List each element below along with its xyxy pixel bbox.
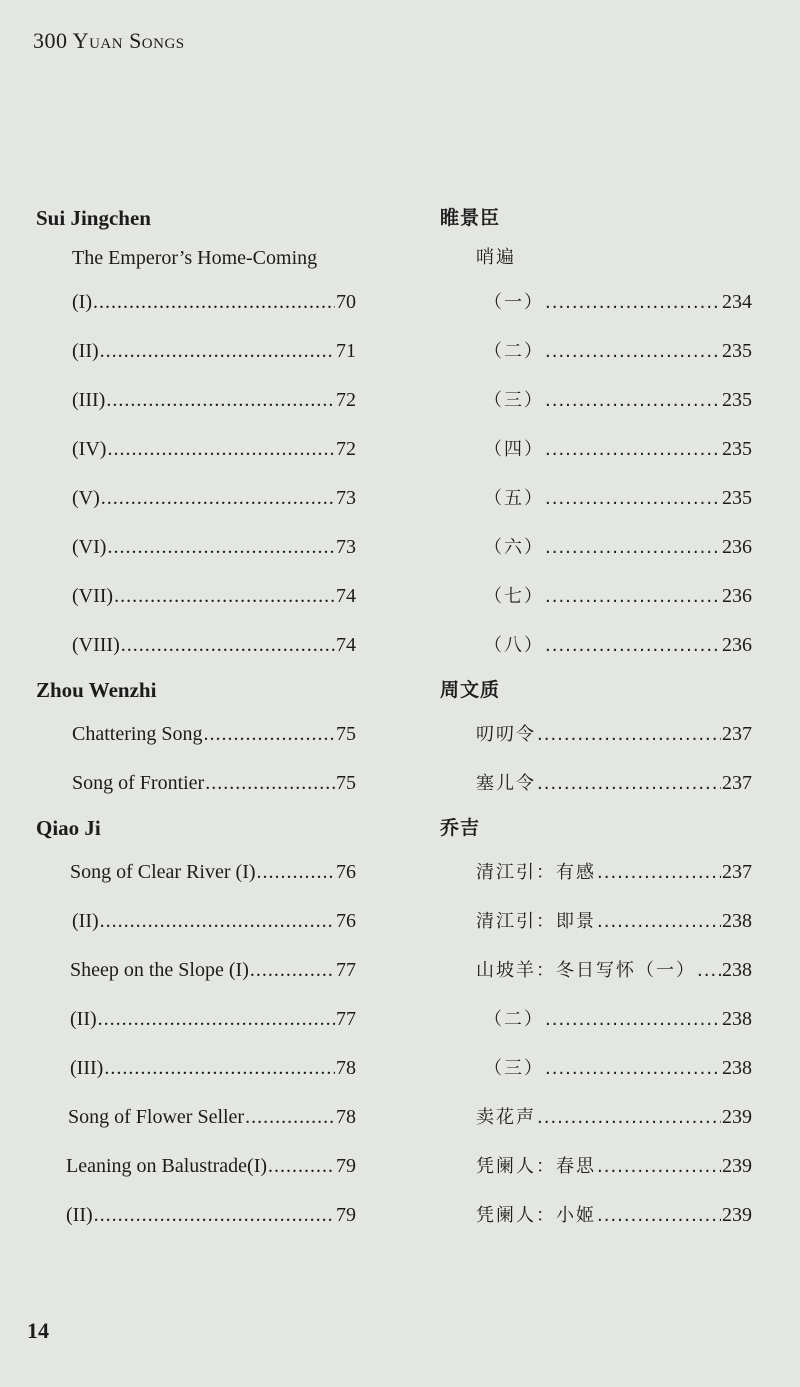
entry-label: (V) — [72, 487, 100, 509]
entry-page-number: 239 — [722, 1204, 752, 1226]
toc-entry — [36, 848, 356, 897]
dot-leader — [94, 1191, 335, 1240]
entry-label: Leaning on Balustrade(I) — [66, 1155, 268, 1177]
toc-entry — [36, 946, 356, 995]
dot-leader — [121, 621, 335, 670]
entry-page-number: 73 — [336, 487, 356, 509]
entry-page-number: 238 — [722, 959, 752, 981]
toc-entry — [440, 759, 752, 808]
dot-leader — [545, 474, 721, 523]
entry-page-number: 237 — [722, 861, 752, 883]
toc-entry — [440, 1044, 752, 1093]
entry-page-number: 72 — [336, 438, 356, 460]
entry-page-number: 239 — [722, 1155, 752, 1177]
entry-label: Chattering Song — [72, 723, 203, 745]
entry-page-number: 238 — [722, 1008, 752, 1030]
toc-entry — [36, 710, 356, 759]
entry-label: (VII) — [72, 585, 114, 607]
toc-entry — [440, 1142, 752, 1191]
entry-page-number: 74 — [336, 585, 356, 607]
entry-page-number: 235 — [722, 438, 752, 460]
entry-page-number: 239 — [722, 1106, 752, 1128]
toc-column-english — [36, 198, 356, 1240]
dot-leader — [537, 759, 721, 808]
toc-entry — [440, 376, 752, 425]
toc-entry — [440, 1191, 752, 1240]
toc-column-chinese — [440, 198, 752, 1240]
entry-page-number: 75 — [336, 772, 356, 794]
toc-entry — [440, 523, 752, 572]
dot-leader — [101, 474, 335, 523]
entry-label: 清江引：有感 — [476, 862, 596, 883]
toc-section — [440, 808, 752, 1240]
entry-label: 凭阑人：小姬 — [476, 1205, 596, 1226]
entry-label: （二） — [484, 341, 544, 362]
entry-page-number: 77 — [336, 959, 356, 981]
toc-section — [36, 670, 356, 808]
dot-leader — [597, 848, 721, 897]
entry-label: 叨叨令 — [476, 724, 536, 745]
dot-leader — [106, 376, 335, 425]
toc-section — [36, 808, 356, 1240]
toc-entry — [36, 474, 356, 523]
entry-page-number: 235 — [722, 340, 752, 362]
entry-page-number: 237 — [722, 723, 752, 745]
entry-label: (III) — [72, 389, 106, 411]
dot-leader — [98, 995, 335, 1044]
dot-leader — [100, 897, 335, 946]
entry-label: (II) — [70, 1008, 97, 1030]
dot-leader — [545, 523, 721, 572]
running-head: 300 Yuan Songs — [33, 28, 185, 53]
entry-label: （四） — [484, 439, 544, 460]
dot-leader — [545, 621, 721, 670]
dot-leader — [545, 1044, 721, 1093]
dot-leader — [93, 278, 335, 327]
entry-label: (III) — [70, 1057, 104, 1079]
toc-entry — [36, 897, 356, 946]
toc-entry — [440, 1093, 752, 1142]
entry-page-number: 75 — [336, 723, 356, 745]
entry-page-number: 79 — [336, 1204, 356, 1226]
toc-entry — [440, 278, 752, 327]
entry-page-number: 71 — [336, 340, 356, 362]
dot-leader — [245, 1093, 335, 1142]
entry-page-number: 76 — [336, 910, 356, 932]
entry-label: (VIII) — [72, 634, 120, 656]
toc-entry — [440, 327, 752, 376]
entry-label: (IV) — [72, 438, 107, 460]
dot-leader — [697, 946, 721, 995]
author-name: 乔吉 — [440, 817, 481, 839]
entry-label: Sheep on the Slope (I) — [70, 959, 249, 981]
entry-label: (II) — [66, 1204, 93, 1226]
entry-label: （三） — [484, 390, 544, 411]
toc-entry — [36, 425, 356, 474]
toc-entry — [440, 474, 752, 523]
dot-leader — [545, 278, 721, 327]
entry-page-number: 73 — [336, 536, 356, 558]
entry-page-number: 234 — [722, 291, 752, 313]
toc-entry — [440, 848, 752, 897]
toc-entry — [36, 995, 356, 1044]
entry-page-number: 78 — [336, 1057, 356, 1079]
entry-page-number: 236 — [722, 585, 752, 607]
dot-leader — [257, 848, 335, 897]
toc-entry — [36, 278, 356, 327]
dot-leader — [545, 327, 721, 376]
entry-label: （六） — [484, 537, 544, 558]
entry-label: （五） — [484, 488, 544, 509]
author-name: 睢景臣 — [440, 207, 501, 229]
toc-entry — [440, 897, 752, 946]
dot-leader — [597, 897, 721, 946]
page-number: 14 — [27, 1318, 49, 1343]
entry-page-number: 238 — [722, 1057, 752, 1079]
entry-page-number: 72 — [336, 389, 356, 411]
dot-leader — [205, 759, 335, 808]
entry-label: 塞儿令 — [476, 773, 536, 794]
toc-section — [36, 198, 356, 670]
entry-label: Song of Clear River (I) — [70, 861, 256, 883]
toc-entry — [36, 621, 356, 670]
dot-leader — [597, 1142, 721, 1191]
dot-leader — [250, 946, 335, 995]
song-title: 哨遍 — [476, 247, 516, 268]
entry-label: （二） — [484, 1009, 544, 1030]
entry-label: 卖花声 — [476, 1107, 536, 1128]
toc-entry — [440, 995, 752, 1044]
toc-entry — [440, 572, 752, 621]
entry-label: (II) — [72, 910, 99, 932]
entry-label: (II) — [72, 340, 99, 362]
dot-leader — [545, 995, 721, 1044]
dot-leader — [545, 376, 721, 425]
entry-page-number: 236 — [722, 634, 752, 656]
toc-entry — [440, 946, 752, 995]
dot-leader — [204, 710, 335, 759]
entry-page-number: 236 — [722, 536, 752, 558]
entry-page-number: 235 — [722, 389, 752, 411]
song-title: The Emperor’s Home-Coming — [72, 247, 318, 269]
entry-page-number: 78 — [336, 1106, 356, 1128]
dot-leader — [268, 1142, 335, 1191]
toc-entry — [36, 1142, 356, 1191]
toc-entry — [36, 1191, 356, 1240]
dot-leader — [597, 1191, 721, 1240]
toc-entry — [440, 710, 752, 759]
toc-entry — [36, 1044, 356, 1093]
toc-entry — [36, 523, 356, 572]
entry-label: 凭阑人：春思 — [476, 1156, 596, 1177]
toc-entry — [36, 1093, 356, 1142]
entry-page-number: 235 — [722, 487, 752, 509]
toc-entry — [36, 327, 356, 376]
entry-label: 清江引：即景 — [476, 911, 596, 932]
toc-entry — [36, 759, 356, 808]
toc-section — [440, 198, 752, 670]
entry-label: (VI) — [72, 536, 107, 558]
entry-page-number: 79 — [336, 1155, 356, 1177]
toc-entry — [36, 572, 356, 621]
entry-label: 山坡羊：冬日写怀（一） — [476, 960, 696, 981]
entry-page-number: 238 — [722, 910, 752, 932]
entry-label: Song of Flower Seller — [68, 1106, 245, 1128]
dot-leader — [107, 523, 335, 572]
author-name: Zhou Wenzhi — [36, 678, 157, 702]
entry-label: （八） — [484, 635, 544, 656]
author-name: Sui Jingchen — [36, 206, 151, 230]
dot-leader — [100, 327, 335, 376]
entry-label: （三） — [484, 1058, 544, 1079]
author-name: Qiao Ji — [36, 816, 101, 840]
toc-entry — [440, 621, 752, 670]
dot-leader — [545, 425, 721, 474]
author-name: 周文质 — [440, 679, 501, 701]
dot-leader — [104, 1044, 335, 1093]
dot-leader — [537, 710, 721, 759]
dot-leader — [107, 425, 335, 474]
toc-section — [440, 670, 752, 808]
entry-page-number: 70 — [336, 291, 356, 313]
entry-page-number: 77 — [336, 1008, 356, 1030]
dot-leader — [537, 1093, 721, 1142]
dot-leader — [114, 572, 335, 621]
toc-entry — [36, 376, 356, 425]
entry-label: （一） — [484, 292, 544, 313]
entry-page-number: 76 — [336, 861, 356, 883]
toc-entry — [440, 425, 752, 474]
entry-label: (I) — [72, 291, 92, 313]
dot-leader — [545, 572, 721, 621]
entry-page-number: 74 — [336, 634, 356, 656]
entry-label: Song of Frontier — [72, 772, 205, 794]
entry-label: （七） — [484, 586, 544, 607]
entry-page-number: 237 — [722, 772, 752, 794]
